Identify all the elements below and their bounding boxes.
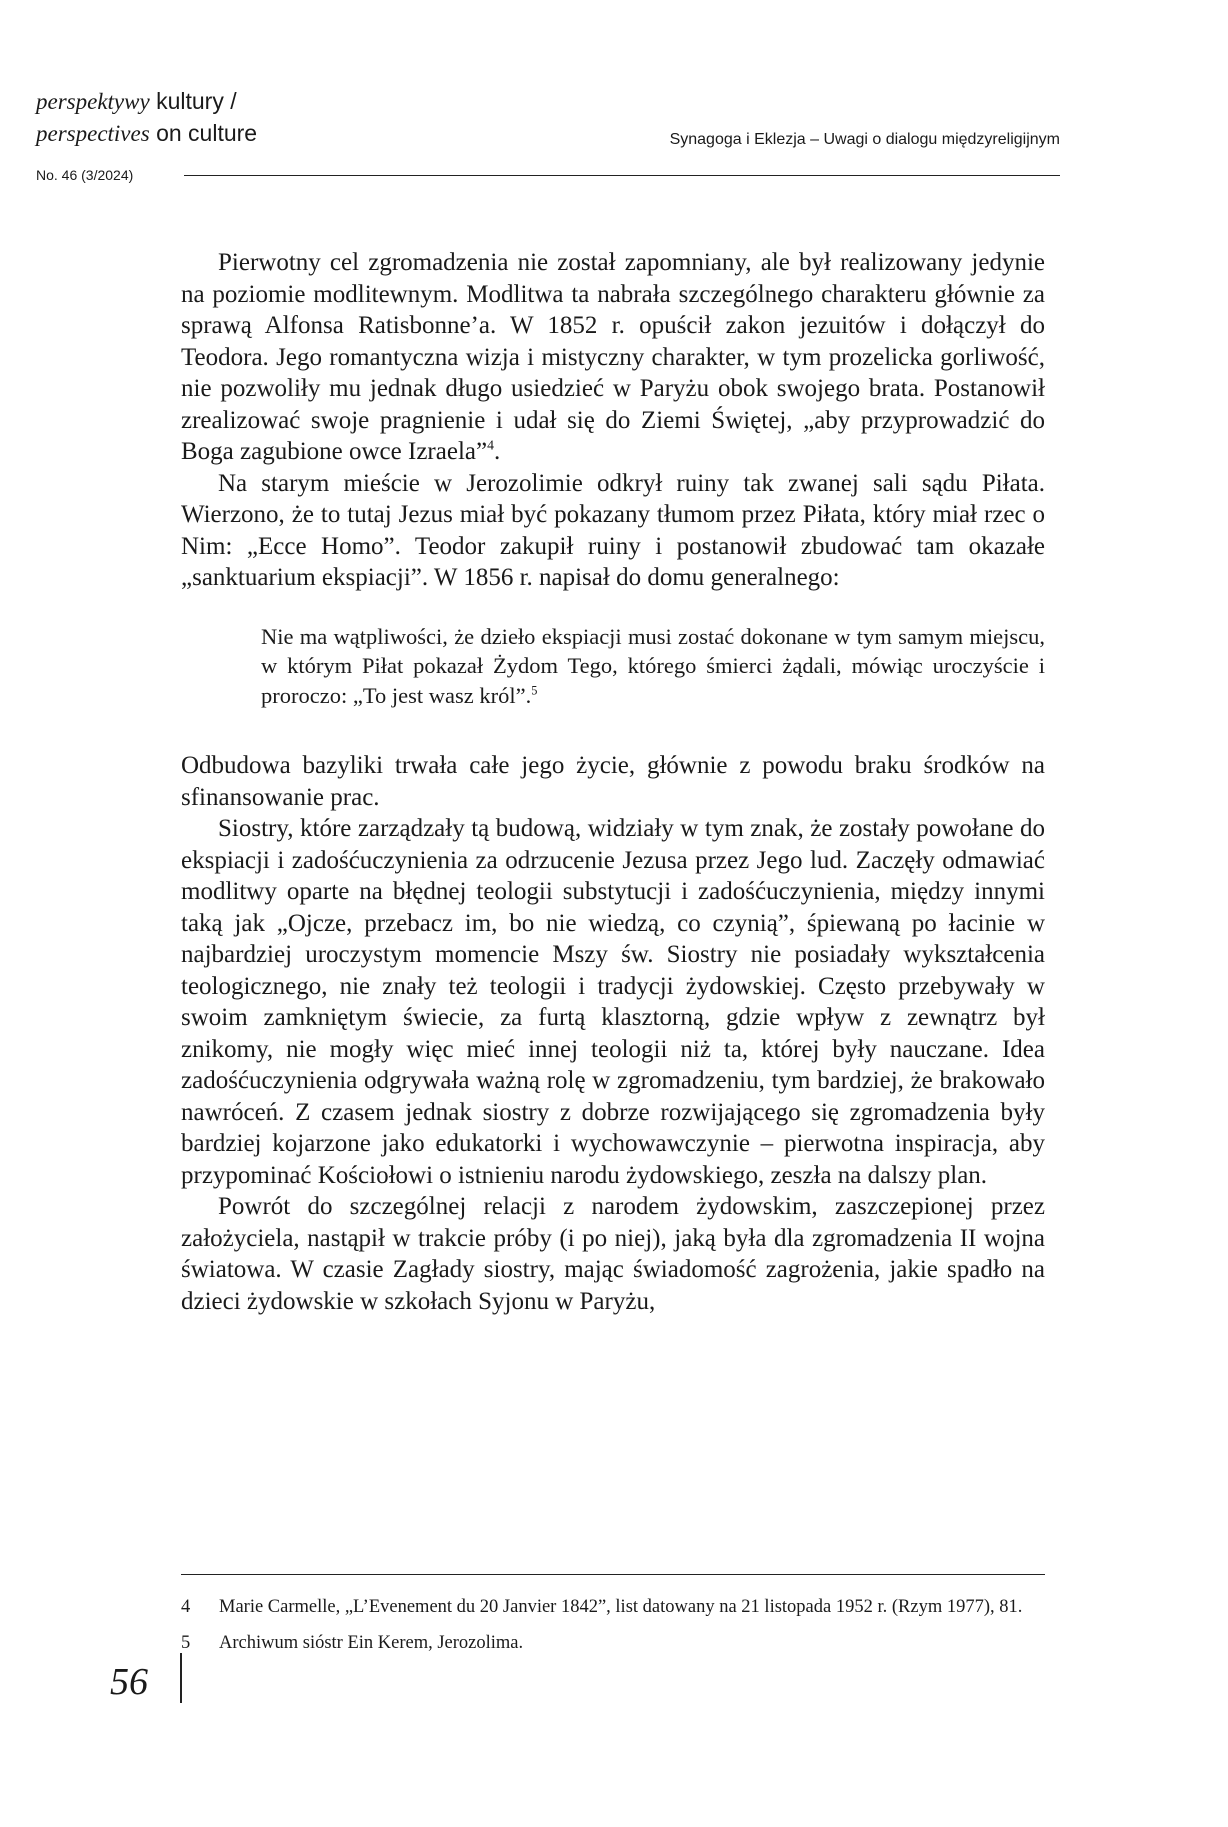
page-number-bar [180,1653,182,1703]
article-body [181,247,1045,1317]
footnote-number: 4 [181,1597,191,1617]
footnote-item [181,1630,1045,1656]
footnote-number: 5 [181,1633,191,1653]
paragraph-4: Siostry, które zarządzały tą budową, widziały w tym znak, że zostały powołane do ekspiacji i zadośćuczynienia za odrzucenie Jezusa przez Jego lud. Zaczęły odmawiać modlitwy oparte na błędnej teologii substytucji i zadośćuczynienia, między innymi taką jak „Ojcze, przebacz im, bo nie wiedzą, co czynią”, śpiewaną po łacinie w najbardziej uroczystym momencie Mszy św. Siostry nie posiadały wykształcenia teologicznego, nie znały też teologii i tradycji żydowskiej. Często przebywały w swoim zamkniętym świecie, za furtą klasztorną, gdzie wpływ z zewnątrz był znikomy, nie mogły więc mieć innej teologii niż ta, której były nauczane. Idea zadośćuczynienia odgrywała ważną rolę w zgromadzeniu, tym bardziej, że brakowało nawróceń. Z czasem jednak siostry z dobrze rozwijającego się zgromadzenia były bardziej kojarzone jako edukatorki i wychowawczynie – pierwotna inspiracja, aby przypominać Kościołowi o istnieniu narodu żydowskiego, zeszła na dalszy plan. [181,815,1045,1189]
paragraph-1 [181,247,1045,468]
journal-title-polish [36,88,237,115]
footnotes [181,1594,1045,1666]
running-title: Synagoga i Eklezja – Uwagi o dialogu międzyreligijnym [669,131,1060,148]
journal-title-polish-rest: kultury / [149,88,237,114]
page-number: 56 [110,1661,148,1703]
paragraph-1-text: Pierwotny cel zgromadzenia nie został zapomniany, ale był realizowany jedynie na poziomie modlitewnym. Modlitwa ta nabrała szczególnego charakteru głównie za sprawą Alfonsa Ratisbonne’a. W 1852 r. opuścił zakon jezuitów i dołączył do Teodora. Jego romantyczna wizja i mistyczny charakter, w tym prozelicka gorliwość, nie pozwoliły mu jednak długo usiedzieć w Paryżu obok swojego brata. Postanowił zrealizować swoje pragnienie i udał się do Ziemi Świętej, „aby przyprowadzić do Boga zagubione owce Izraela” [181,249,1045,465]
footnote-text: Archiwum sióstr Ein Kerem, Jerozolima. [219,1633,524,1653]
paragraph-1-end: . [493,438,501,465]
header-rule [184,175,1060,176]
journal-title-polish-italic: perspektywy [36,89,150,114]
journal-title-english [36,120,257,147]
paragraph-2: Na starym mieście w Jerozolimie odkrył ruiny tak zwanej sali sądu Piłata. Wierzono, że to tutaj Jezus miał być pokazany tłumom przez Piłata, który miał rzec o Nim: „Ecce Homo”. Teodor zakupił ruiny i postanowił zbudować tam okazałe „sanktuarium ekspiacji”. W 1856 r. napisał do domu generalnego: [181,469,1045,591]
journal-title-english-rest: on culture [149,120,258,146]
paragraph-3: Odbudowa bazyliki trwała całe jego życie, głównie z powodu braku środków na sfinansowanie prac. [181,752,1045,811]
journal-title-english-italic: perspectives [36,121,150,146]
footnote-ref-5[interactable]: 5 [531,683,538,697]
issue-number: No. 46 (3/2024) [36,167,134,183]
block-quote-text: Nie ma wątpliwości, że dzieło ekspiacji musi zostać dokonane w tym samym miejscu, w którym Piłat pokazał Żydom Tego, którego śmierci żądali, mówiąc uroczyście i proroczo: „To jest wasz król”. [261,623,1045,708]
footnote-text: Marie Carmelle, „L’Evenement du 20 Janvier 1842”, list datowany na 21 listopada 1952 r. (Rzym 1977), 81. [219,1597,1023,1617]
footnote-ref-4[interactable]: 4 [487,437,494,453]
paragraph-5: Powrót do szczególnej relacji z narodem żydowskim, zaszczepionej przez założyciela, nastąpił w trakcie próby (i po niej), jaką była dla zgromadzenia II wojna światowa. W czasie Zagłady siostry, mając świadomość zagrożenia, jakie spadło na dzieci żydowskie w szkołach Syjonu w Paryżu, [181,1193,1045,1315]
page-header [36,88,1060,188]
footnote-rule [181,1574,1045,1575]
footnote-item [181,1594,1045,1620]
block-quote [261,622,1045,711]
